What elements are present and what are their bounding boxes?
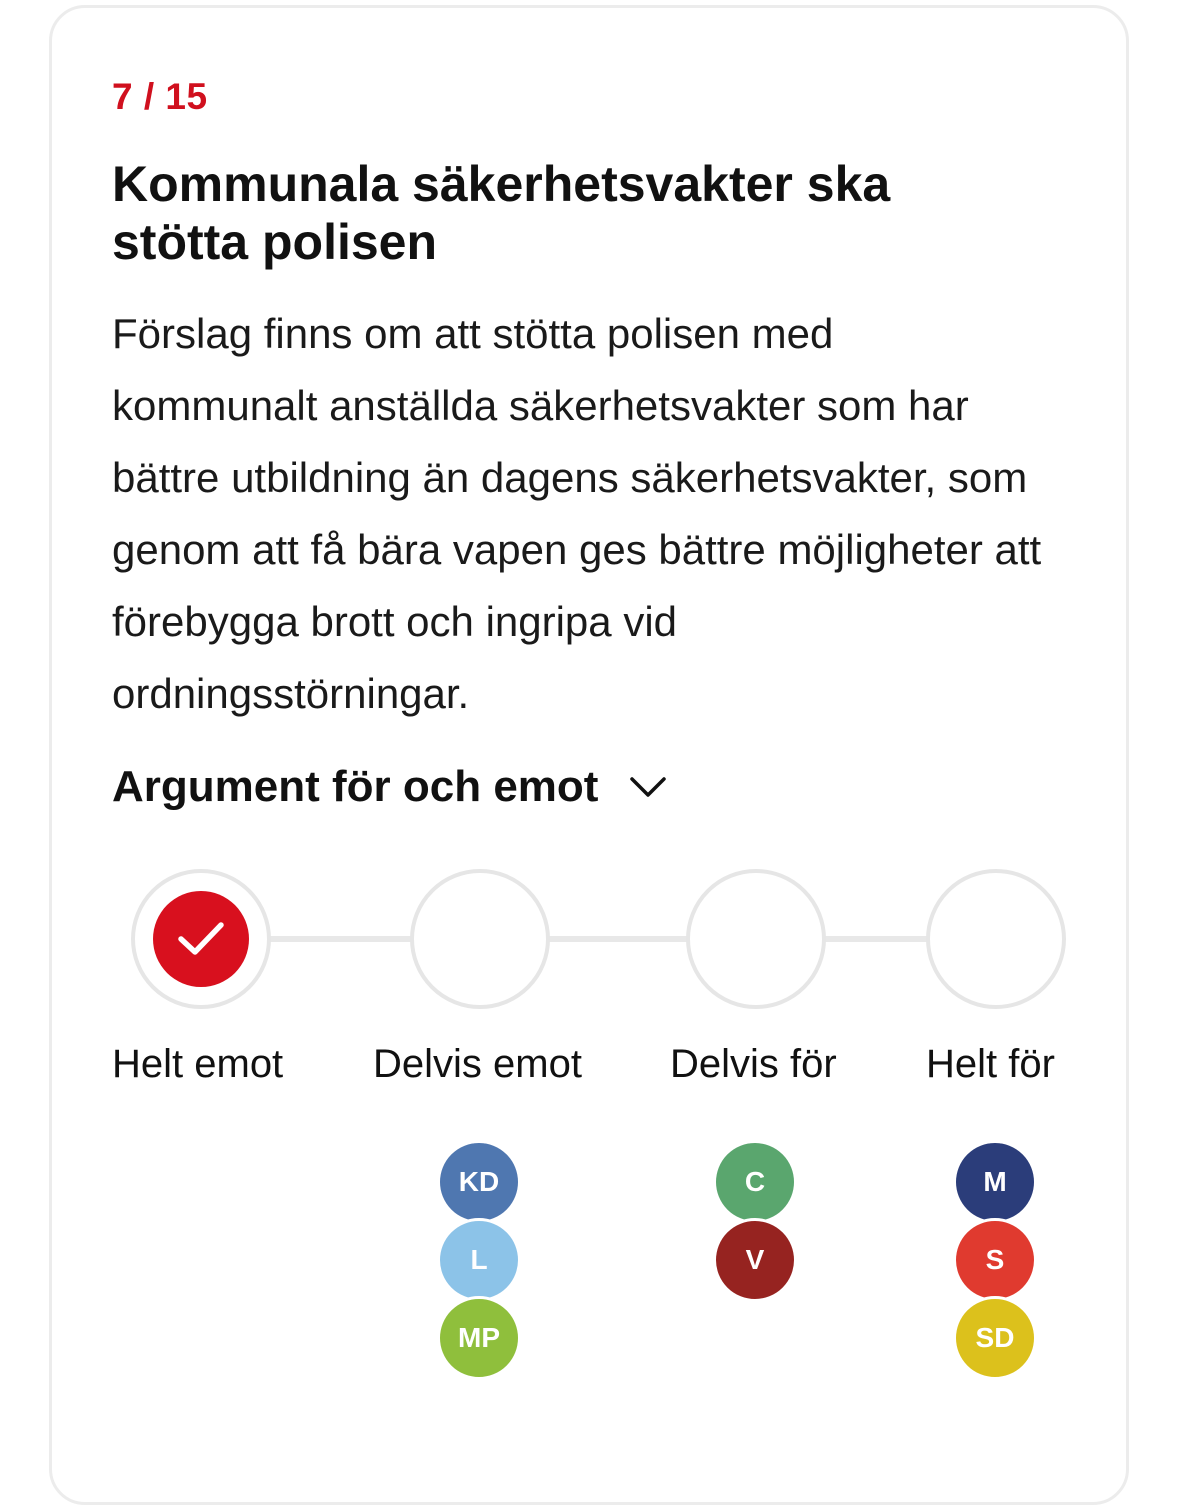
question-counter: 7 / 15 [112, 76, 208, 117]
arguments-toggle[interactable] [112, 757, 668, 817]
option-label-helt-for[interactable]: Helt för [926, 1042, 1055, 1086]
option-label-delvis-emot[interactable]: Delvis emot [373, 1042, 582, 1086]
question-description: Förslag finns om att stötta polisen med kommunalt anställda säkerhetsvakter som har bättre utbildning än dagens säkerhetsvakter, som genom att få bära vapen ges bättre möjligheter att förebygga brott och ingripa vid ordningsstörningar. [112, 310, 1042, 717]
party-badge-sd: SD [953, 1296, 1037, 1380]
party-badge-mp: MP [437, 1296, 521, 1380]
option-delvis-emot[interactable] [410, 869, 550, 1009]
scale-track-segment [822, 936, 930, 942]
option-label-helt-emot[interactable]: Helt emot [112, 1042, 284, 1086]
option-helt-emot[interactable] [131, 869, 271, 1009]
option-label-delvis-for[interactable]: Delvis för [670, 1042, 837, 1086]
selected-indicator [153, 891, 249, 987]
party-badge-m: M [953, 1140, 1037, 1224]
option-delvis-for[interactable] [686, 869, 826, 1009]
party-badge-v: V [713, 1218, 797, 1302]
scale-track-segment [268, 936, 414, 942]
checkmark-icon [175, 919, 227, 959]
party-badge-l: L [437, 1218, 521, 1302]
party-badge-c: C [713, 1140, 797, 1224]
arguments-toggle-label: Argument för och emot [112, 762, 599, 811]
party-badge-s: S [953, 1218, 1037, 1302]
party-badge-kd: KD [437, 1140, 521, 1224]
chevron-down-icon [628, 772, 668, 802]
scale-track-segment [546, 936, 690, 942]
option-helt-for[interactable] [926, 869, 1066, 1009]
question-title: Kommunala säkerhetsvakter ska stötta polisen [112, 156, 891, 270]
